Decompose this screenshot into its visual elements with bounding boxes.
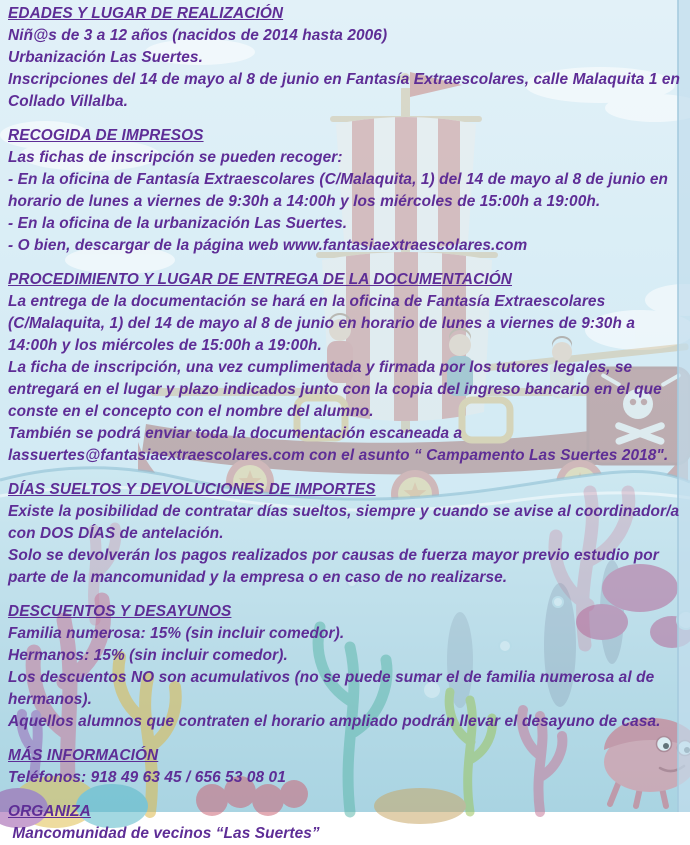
section-recogida bbox=[8, 125, 688, 257]
paragraph: También se podrá enviar toda la documentación escaneada a lassuertes@fantasiaextraescolares.com con el asunto “ Campamento Las Suertes 2018". bbox=[8, 423, 688, 467]
paragraph: Familia numerosa: 15% (sin incluir comedor). bbox=[8, 623, 688, 645]
paragraph: Solo se devolverán los pagos realizados por causas de fuerza mayor previo estudio por parte de la mancomunidad y la empresa o en caso de no realizarse. bbox=[8, 545, 688, 589]
section-heading: EDADES Y LUGAR DE REALIZACIÓN bbox=[8, 3, 688, 25]
section-mas-informacion bbox=[8, 745, 688, 789]
paragraph: Mancomunidad de vecinos “Las Suertes” bbox=[8, 823, 688, 845]
paragraph: La ficha de inscripción, una vez cumplimentada y firmada por los tutores legales, se entregará en el lugar y plazo indicados junto con la copia del ingreso bancario en el que conste en el concepto con el nombre del alumno. bbox=[8, 357, 688, 423]
section-heading: ORGANIZA bbox=[8, 801, 688, 823]
paragraph: - O bien, descargar de la página web www.fantasiaextraescolares.com bbox=[8, 235, 688, 257]
section-procedimiento bbox=[8, 269, 688, 467]
paragraph: Existe la posibilidad de contratar días sueltos, siempre y cuando se avise al coordinador/a con DOS DÍAS de antelación. bbox=[8, 501, 688, 545]
paragraph: Las fichas de inscripción se pueden recoger: bbox=[8, 147, 688, 169]
section-heading: RECOGIDA DE IMPRESOS bbox=[8, 125, 688, 147]
paragraph: Aquellos alumnos que contraten el horario ampliado podrán llevar el desayuno de casa. bbox=[8, 711, 688, 733]
section-descuentos bbox=[8, 601, 688, 733]
paragraph: Inscripciones del 14 de mayo al 8 de junio en Fantasía Extraescolares, calle Malaquita 1 en Collado Villalba. bbox=[8, 69, 688, 113]
paragraph: Niñ@s de 3 a 12 años (nacidos de 2014 hasta 2006) bbox=[8, 25, 688, 47]
paragraph: La entrega de la documentación se hará en la oficina de Fantasía Extraescolares (C/Malaquita, 1) del 14 de mayo al 8 de junio en horario de lunes a viernes de 9:30h a 14:00h y los miércoles de 15:00h a 19:00h. bbox=[8, 291, 688, 357]
section-dias-sueltos bbox=[8, 479, 688, 589]
section-heading: PROCEDIMIENTO Y LUGAR DE ENTREGA DE LA DOCUMENTACIÓN bbox=[8, 269, 688, 291]
paragraph: Teléfonos: 918 49 63 45 / 656 53 08 01 bbox=[8, 767, 688, 789]
paragraph: - En la oficina de Fantasía Extraescolares (C/Malaquita, 1) del 14 de mayo al 8 de junio en horario de lunes a viernes de 9:30h a 14:00h y los miércoles de 15:00h a 19:00h. bbox=[8, 169, 688, 213]
section-heading: DESCUENTOS Y DESAYUNOS bbox=[8, 601, 688, 623]
paragraph: Hermanos: 15% (sin incluir comedor). bbox=[8, 645, 688, 667]
paragraph: Urbanización Las Suertes. bbox=[8, 47, 688, 69]
section-organiza bbox=[8, 801, 688, 845]
paragraph: Los descuentos NO son acumulativos (no se puede sumar el de familia numerosa al de hermanos). bbox=[8, 667, 688, 711]
paragraph: - En la oficina de la urbanización Las Suertes. bbox=[8, 213, 688, 235]
section-heading: DÍAS SUELTOS Y DEVOLUCIONES DE IMPORTES bbox=[8, 479, 688, 501]
section-heading: MÁS INFORMACIÓN bbox=[8, 745, 688, 767]
section-edades bbox=[8, 3, 688, 113]
